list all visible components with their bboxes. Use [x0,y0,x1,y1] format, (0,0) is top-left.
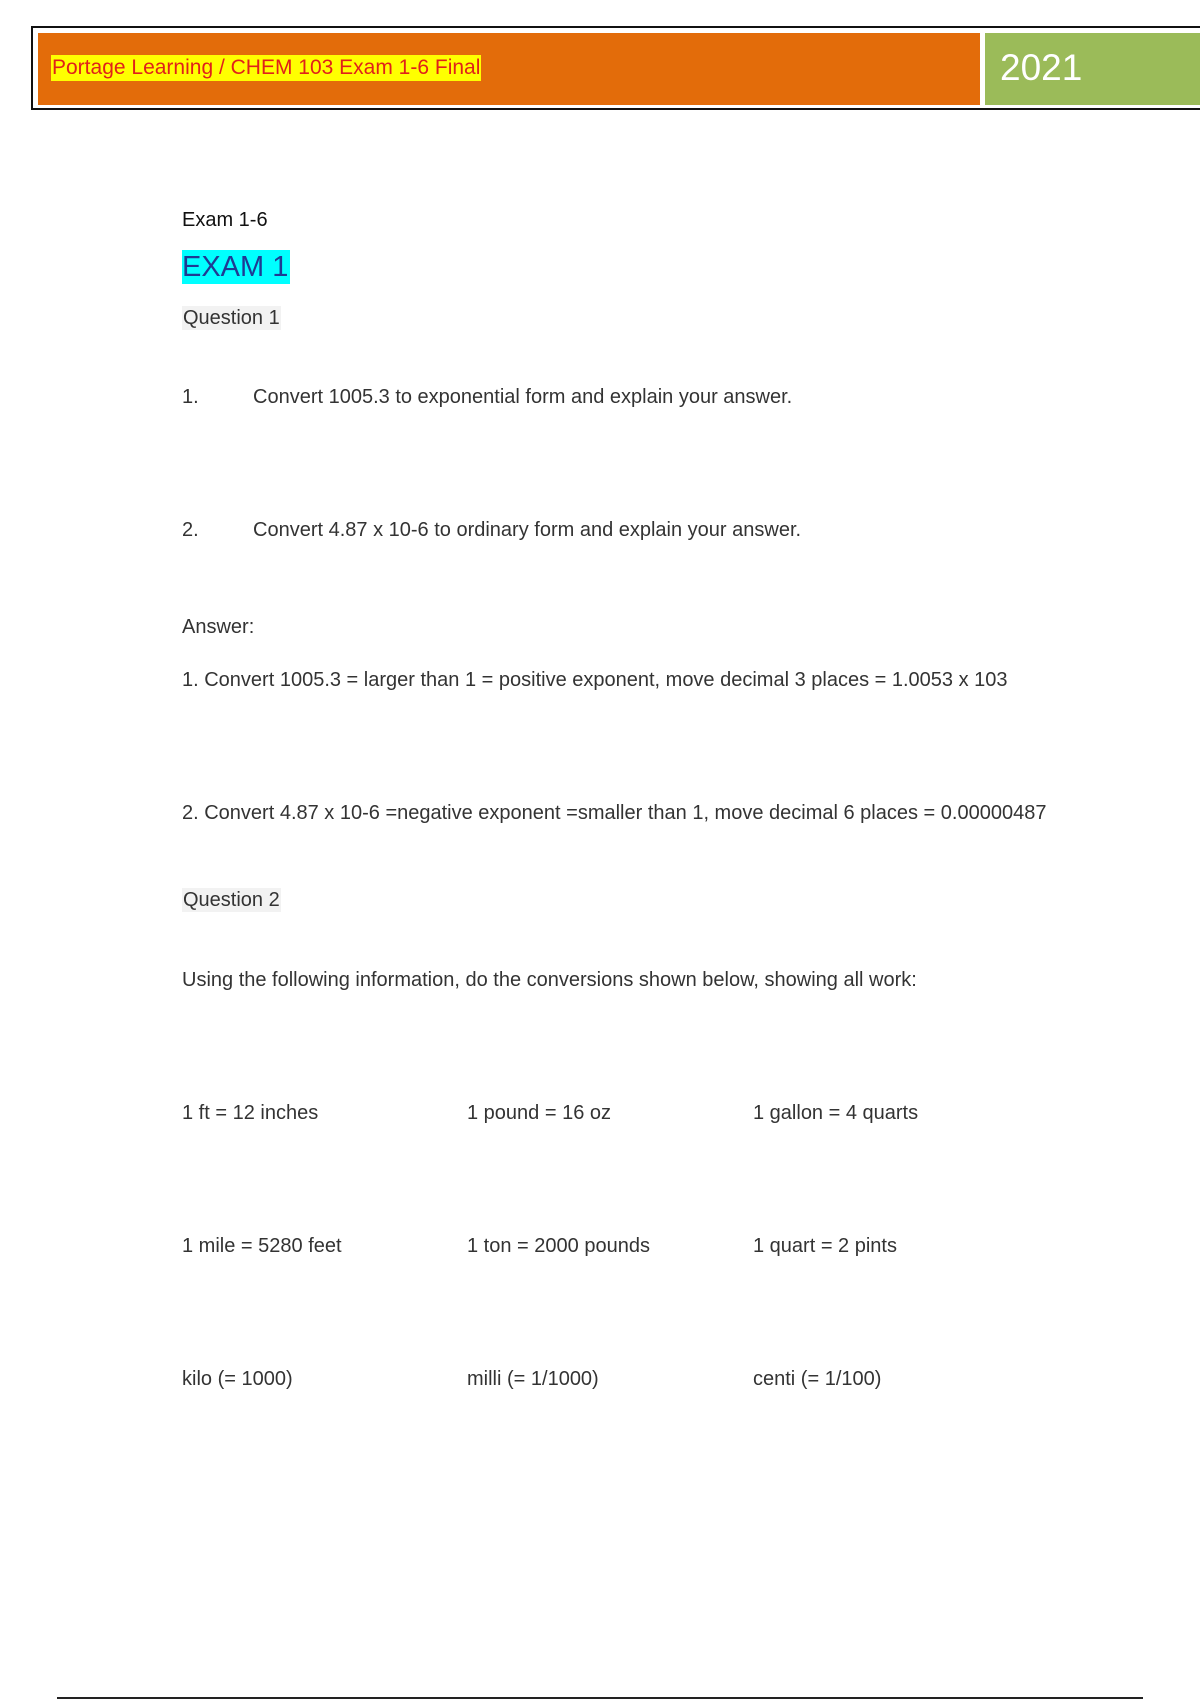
conversion-fact: 1 ton = 2000 pounds [467,1235,650,1257]
question-item-text: Convert 4.87 x 10-6 to ordinary form and explain your answer. [253,519,802,541]
conversion-fact: 1 pound = 16 oz [467,1102,612,1124]
conversion-fact: milli (= 1/1000) [467,1368,599,1390]
conversion-fact: kilo (= 1000) [182,1368,293,1390]
answer-text: 1. Convert 1005.3 = larger than 1 = positive exponent, move decimal 3 places = 1.0053 x 103 [182,669,1008,691]
header-year: 2021 [1000,47,1083,88]
question-2-label: Question 2 [183,889,280,911]
answer-text: 2. Convert 4.87 x 10-6 =negative exponent =smaller than 1, move decimal 6 places = 0.00000487 [182,802,1047,824]
conversion-fact: 1 quart = 2 pints [753,1235,897,1257]
answer-label: Answer: [182,616,255,638]
exam-heading: EXAM 1 [182,251,289,283]
document-title: Portage Learning / CHEM 103 Exam 1-6 Final [52,56,481,79]
question-item-number: 1. [182,386,199,408]
conversion-fact: 1 mile = 5280 feet [182,1235,342,1257]
footer-rule [57,1697,1143,1699]
question-2-instruction: Using the following information, do the conversions shown below, showing all work: [182,969,917,991]
conversion-fact: centi (= 1/100) [753,1368,882,1390]
question-item-text: Convert 1005.3 to exponential form and explain your answer. [253,386,793,408]
question-item-number: 2. [182,519,199,541]
conversion-fact: 1 gallon = 4 quarts [753,1102,919,1124]
document-label: Exam 1-6 [182,209,268,231]
conversion-fact: 1 ft = 12 inches [182,1102,319,1124]
question-1-label: Question 1 [183,307,280,329]
